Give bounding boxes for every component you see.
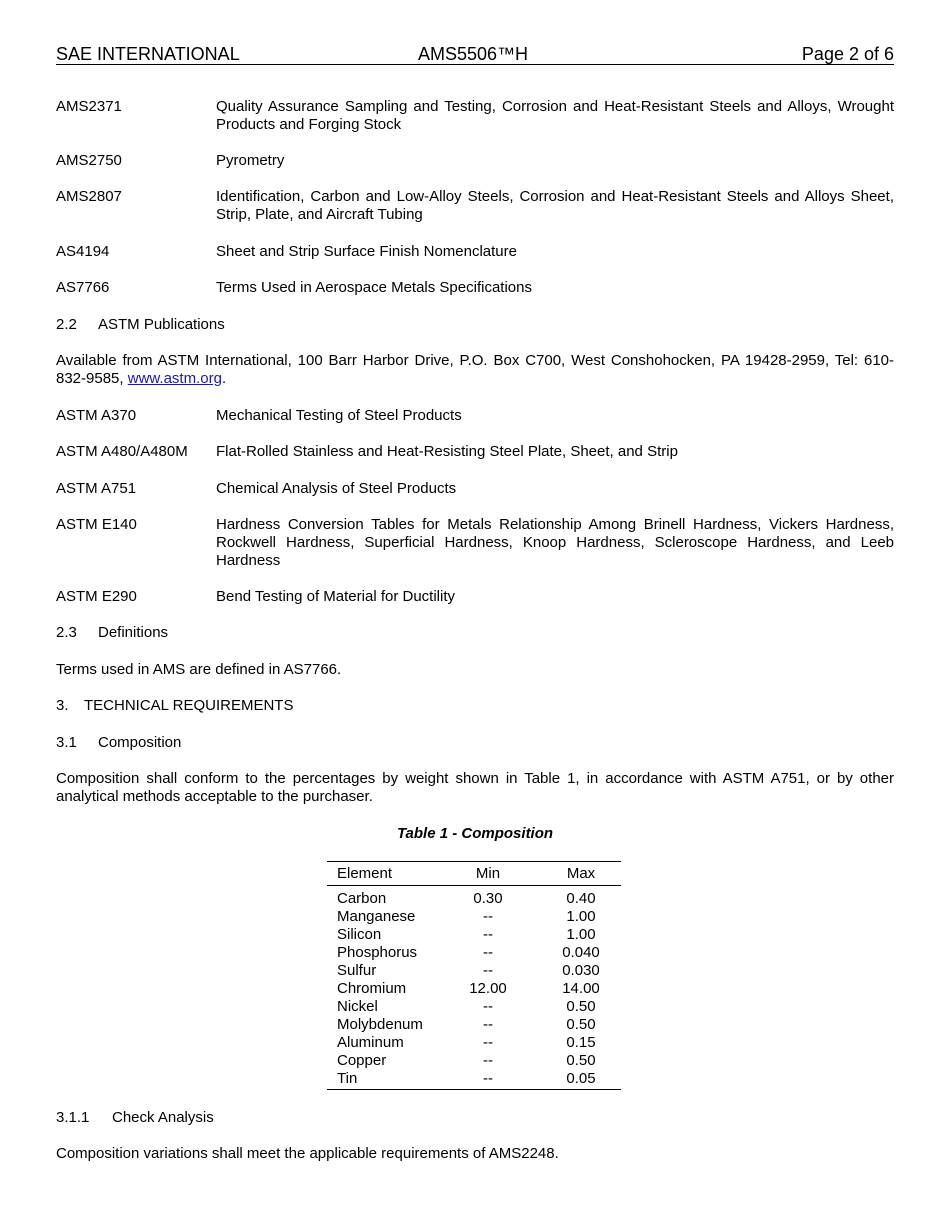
table-header-rule	[327, 885, 621, 886]
section-heading-3-1-1	[56, 1109, 894, 1127]
element-name: Nickel	[337, 998, 378, 1015]
astm-availability-end: .	[221, 370, 227, 387]
header-element: Element	[337, 865, 393, 882]
min-value: 12.00	[469, 980, 507, 997]
table-row	[327, 998, 621, 1016]
reference-title: Mechanical Testing of Steel Products	[216, 407, 462, 424]
section-title: Composition	[98, 734, 182, 751]
max-value: 0.15	[566, 1034, 596, 1051]
reference-entry	[56, 98, 894, 134]
reference-title: Sheet and Strip Surface Finish Nomenclature	[216, 243, 517, 260]
max-value: 1.00	[566, 926, 596, 943]
section-number: 2.3	[56, 624, 77, 641]
definitions-paragraph: Terms used in AMS are defined in AS7766.	[56, 661, 342, 678]
min-value: --	[483, 1034, 493, 1051]
element-name: Phosphorus	[337, 944, 418, 961]
table-row	[327, 1016, 621, 1034]
min-value: --	[483, 1070, 493, 1087]
reference-title: Pyrometry	[216, 152, 285, 169]
reference-entry	[56, 480, 894, 498]
max-value: 0.040	[562, 944, 600, 961]
table-row	[327, 890, 621, 908]
table-row	[327, 926, 621, 944]
section-title: Definitions	[98, 624, 169, 641]
min-value: --	[483, 1052, 493, 1069]
element-name: Carbon	[337, 890, 387, 907]
section-title: TECHNICAL REQUIREMENTS	[84, 697, 294, 714]
composition-paragraph: Composition shall conform to the percentages by weight shown in Table 1, in accordance with ASTM A751, or by other analytical methods acceptable to the purchaser.	[56, 770, 894, 805]
table-row	[327, 908, 621, 926]
reference-entry	[56, 516, 894, 570]
min-value: --	[483, 944, 493, 961]
reference-code: AMS2371	[56, 98, 122, 115]
table-bottom-rule	[327, 1089, 621, 1090]
min-value: --	[483, 998, 493, 1015]
header-doc-id: AMS5506™H	[418, 44, 529, 64]
reference-title: Bend Testing of Material for Ductility	[216, 588, 455, 605]
section-heading-3-1	[56, 734, 894, 752]
max-value: 0.05	[566, 1070, 596, 1087]
max-value: 14.00	[562, 980, 600, 997]
min-value: --	[483, 1016, 493, 1033]
min-value: --	[483, 926, 493, 943]
max-value: 0.40	[566, 890, 596, 907]
min-value: --	[483, 908, 493, 925]
section-heading-2-3	[56, 624, 894, 642]
reference-title: Flat-Rolled Stainless and Heat-Resisting Steel Plate, Sheet, and Strip	[216, 443, 678, 460]
reference-code: ASTM A370	[56, 407, 137, 424]
reference-entry	[56, 279, 894, 297]
reference-code: ASTM E290	[56, 588, 137, 605]
table-top-rule	[327, 861, 621, 862]
reference-entry	[56, 243, 894, 261]
composition-table	[327, 860, 621, 1090]
min-value: --	[483, 962, 493, 979]
header-page-number: Page 2 of 6	[801, 44, 894, 64]
section-heading-3	[56, 697, 894, 715]
section-number: 3.	[56, 697, 69, 714]
section-number: 3.1.1	[56, 1109, 90, 1126]
element-name: Chromium	[337, 980, 407, 997]
reference-code: ASTM A751	[56, 480, 137, 497]
reference-title: Quality Assurance Sampling and Testing, Corrosion and Heat-Resistant Steels and Alloys, Wrought Products and Forging Stock	[216, 98, 894, 133]
reference-code: AMS2750	[56, 152, 122, 169]
header-max: Max	[566, 865, 596, 882]
element-name: Tin	[337, 1070, 358, 1087]
section-number: 3.1	[56, 734, 77, 751]
section-title: Check Analysis	[112, 1109, 214, 1126]
astm-website-link[interactable]: www.astm.org	[127, 370, 222, 387]
table-row	[327, 944, 621, 962]
section-title: ASTM Publications	[98, 316, 225, 333]
min-value: 0.30	[473, 890, 503, 907]
reference-title: Identification, Carbon and Low-Alloy Steels, Corrosion and Heat-Resistant Steels and Alloys Sheet, Strip, Plate, and Aircraft Tubing	[216, 188, 894, 223]
reference-code: ASTM A480/A480M	[56, 443, 188, 460]
element-name: Silicon	[337, 926, 382, 943]
reference-title: Chemical Analysis of Steel Products	[216, 480, 457, 497]
check-analysis-paragraph: Composition variations shall meet the applicable requirements of AMS2248.	[56, 1145, 559, 1162]
element-name: Sulfur	[337, 962, 377, 979]
astm-availability-text: Available from ASTM International, 100 Barr Harbor Drive, P.O. Box C700, West Conshohocken, PA 19428-2959, Tel: 610-832-9585,	[56, 352, 894, 387]
reference-code: AMS2807	[56, 188, 122, 205]
table-row	[327, 962, 621, 980]
table-caption: Table 1 - Composition	[396, 825, 554, 842]
table-header-row	[327, 865, 621, 883]
max-value: 1.00	[566, 908, 596, 925]
max-value: 0.50	[566, 998, 596, 1015]
astm-availability-paragraph	[56, 352, 894, 388]
reference-entry	[56, 443, 894, 461]
table-row	[327, 1052, 621, 1070]
reference-code: AS4194	[56, 243, 110, 260]
reference-title: Hardness Conversion Tables for Metals Relationship Among Brinell Hardness, Vickers Hardness, Rockwell Hardness, Superficial Hardness, Knoop Hardness, Scleroscope Hardness, and Leeb Hardness	[216, 516, 894, 569]
reference-title: Terms Used in Aerospace Metals Specifications	[216, 279, 532, 296]
reference-entry	[56, 188, 894, 224]
section-number: 2.2	[56, 316, 77, 333]
max-value: 0.030	[562, 962, 600, 979]
section-heading-2-2	[56, 316, 894, 334]
reference-entry	[56, 407, 894, 425]
element-name: Aluminum	[337, 1034, 404, 1051]
element-name: Copper	[337, 1052, 387, 1069]
header-org: SAE INTERNATIONAL	[56, 44, 240, 64]
reference-code: AS7766	[56, 279, 110, 296]
table-row	[327, 980, 621, 998]
reference-entry	[56, 152, 894, 170]
max-value: 0.50	[566, 1052, 596, 1069]
element-name: Manganese	[337, 908, 416, 925]
table-row	[327, 1070, 621, 1088]
element-name: Molybdenum	[337, 1016, 423, 1033]
page-header	[56, 44, 894, 65]
header-min: Min	[475, 865, 501, 882]
reference-entry	[56, 588, 894, 606]
reference-code: ASTM E140	[56, 516, 137, 533]
table-row	[327, 1034, 621, 1052]
max-value: 0.50	[566, 1016, 596, 1033]
